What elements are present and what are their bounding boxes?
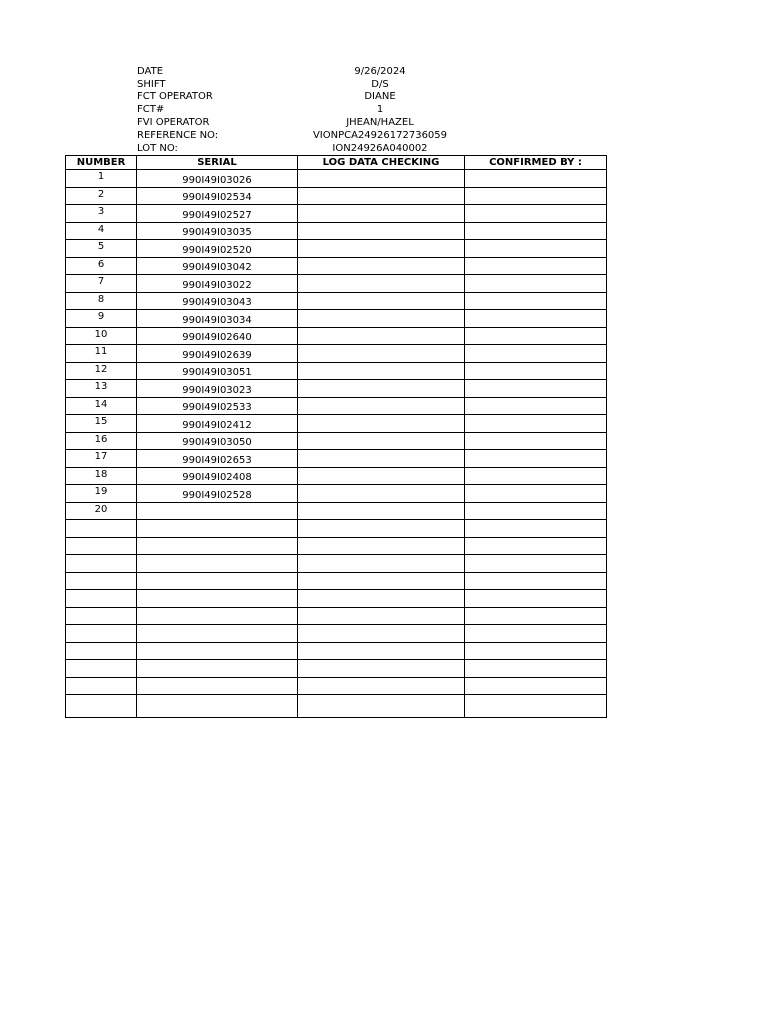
confirmed-by-cell — [465, 625, 607, 643]
number-cell: 3 — [66, 205, 137, 223]
shift-label: SHIFT — [137, 79, 166, 90]
number-cell — [66, 660, 137, 678]
confirmed-by-cell — [465, 397, 607, 415]
confirmed-by-cell — [465, 467, 607, 485]
number-cell: 11 — [66, 345, 137, 363]
fct-number-value: 1 — [376, 104, 384, 115]
number-cell — [66, 642, 137, 660]
number-cell — [66, 677, 137, 695]
number-cell — [66, 520, 137, 538]
number-cell: 9 — [66, 310, 137, 328]
serial-cell — [137, 642, 298, 660]
table-row — [66, 362, 607, 380]
serial-cell — [137, 695, 298, 718]
confirmed-by-cell — [465, 240, 607, 258]
serial-cell: 990I49I02412 — [137, 415, 298, 433]
serial-cell: 990I49I02639 — [137, 345, 298, 363]
table-row — [66, 607, 607, 625]
number-cell: 18 — [66, 467, 137, 485]
serial-cell: 990I49I02527 — [137, 205, 298, 223]
fct-operator-value: DIANE — [364, 91, 396, 102]
table-row — [66, 397, 607, 415]
number-cell: 17 — [66, 450, 137, 468]
log-data-checking-cell — [298, 642, 465, 660]
table-row — [66, 485, 607, 503]
serial-cell — [137, 520, 298, 538]
serial-cell — [137, 590, 298, 608]
number-cell: 15 — [66, 415, 137, 433]
serial-cell: 990I49I03050 — [137, 432, 298, 450]
confirmed-by-cell — [465, 257, 607, 275]
table-row — [66, 502, 607, 520]
number-cell: 1 — [66, 170, 137, 188]
serial-cell — [137, 660, 298, 678]
number-cell: 7 — [66, 275, 137, 293]
log-data-checking-cell — [298, 450, 465, 468]
table-row — [66, 572, 607, 590]
log-data-checking-cell — [298, 607, 465, 625]
confirmed-by-cell — [465, 292, 607, 310]
table-row — [66, 642, 607, 660]
confirmed-by-cell — [465, 380, 607, 398]
fvi-operator-value: JHEAN/HAZEL — [346, 117, 414, 128]
serial-cell: 990I49I03026 — [137, 170, 298, 188]
confirmed-by-cell — [465, 415, 607, 433]
log-data-checking-column-header: LOG DATA CHECKING — [298, 156, 465, 170]
log-data-checking-cell — [298, 257, 465, 275]
serial-cell — [137, 572, 298, 590]
number-cell: 12 — [66, 362, 137, 380]
number-cell — [66, 572, 137, 590]
log-data-checking-cell — [298, 327, 465, 345]
confirmed-by-cell — [465, 362, 607, 380]
table-row — [66, 380, 607, 398]
table-row — [66, 537, 607, 555]
serial-cell: 990I49I03034 — [137, 310, 298, 328]
number-column-header: NUMBER — [66, 156, 137, 170]
table-header-row — [66, 156, 607, 170]
log-data-checking-cell — [298, 520, 465, 538]
log-data-checking-cell — [298, 695, 465, 718]
confirmed-by-cell — [465, 607, 607, 625]
log-data-checking-cell — [298, 555, 465, 573]
table-row — [66, 415, 607, 433]
number-cell: 4 — [66, 222, 137, 240]
serial-cell: 990I49I02653 — [137, 450, 298, 468]
number-cell: 16 — [66, 432, 137, 450]
confirmed-by-column-header: CONFIRMED BY : — [465, 156, 607, 170]
table-row — [66, 187, 607, 205]
log-data-checking-cell — [298, 380, 465, 398]
serial-cell: 990I49I03022 — [137, 275, 298, 293]
table-row — [66, 432, 607, 450]
log-data-checking-cell — [298, 205, 465, 223]
confirmed-by-cell — [465, 695, 607, 718]
table-row — [66, 520, 607, 538]
table-row — [66, 257, 607, 275]
number-cell — [66, 537, 137, 555]
confirmed-by-cell — [465, 590, 607, 608]
number-cell — [66, 625, 137, 643]
log-data-checking-cell — [298, 485, 465, 503]
serial-cell — [137, 555, 298, 573]
fvi-operator-label: FVI OPERATOR — [137, 117, 210, 128]
confirmed-by-cell — [465, 432, 607, 450]
confirmed-by-cell — [465, 275, 607, 293]
number-cell: 13 — [66, 380, 137, 398]
table-row — [66, 327, 607, 345]
log-data-checking-cell — [298, 415, 465, 433]
date-value: 9/26/2024 — [354, 66, 406, 77]
log-data-checking-cell — [298, 187, 465, 205]
confirmed-by-cell — [465, 327, 607, 345]
log-data-checking-cell — [298, 310, 465, 328]
confirmed-by-cell — [465, 660, 607, 678]
log-data-checking-cell — [298, 345, 465, 363]
serial-cell: 990I49I03042 — [137, 257, 298, 275]
serial-cell: 990I49I03051 — [137, 362, 298, 380]
confirmed-by-cell — [465, 642, 607, 660]
log-data-checking-cell — [298, 432, 465, 450]
log-data-checking-cell — [298, 222, 465, 240]
table-row — [66, 695, 607, 718]
number-cell: 19 — [66, 485, 137, 503]
log-data-checking-cell — [298, 502, 465, 520]
number-cell — [66, 607, 137, 625]
table-row — [66, 170, 607, 188]
serial-log-table — [65, 155, 607, 718]
lot-no-value: ION24926A040002 — [332, 143, 428, 154]
serial-cell — [137, 625, 298, 643]
serial-cell: 990I49I03035 — [137, 222, 298, 240]
table-row — [66, 677, 607, 695]
serial-cell — [137, 537, 298, 555]
log-data-checking-cell — [298, 467, 465, 485]
table-row — [66, 590, 607, 608]
table-body — [66, 170, 607, 718]
confirmed-by-cell — [465, 572, 607, 590]
serial-cell: 990I49I03043 — [137, 292, 298, 310]
confirmed-by-cell — [465, 310, 607, 328]
number-cell — [66, 555, 137, 573]
number-cell: 5 — [66, 240, 137, 258]
log-data-checking-cell — [298, 292, 465, 310]
confirmed-by-cell — [465, 345, 607, 363]
serial-cell: 990I49I02528 — [137, 485, 298, 503]
log-data-checking-cell — [298, 275, 465, 293]
table-row — [66, 275, 607, 293]
confirmed-by-cell — [465, 537, 607, 555]
number-cell — [66, 695, 137, 718]
serial-cell — [137, 502, 298, 520]
table-row — [66, 625, 607, 643]
table-row — [66, 555, 607, 573]
table-row — [66, 292, 607, 310]
table-row — [66, 345, 607, 363]
confirmed-by-cell — [465, 450, 607, 468]
confirmed-by-cell — [465, 205, 607, 223]
number-cell: 2 — [66, 187, 137, 205]
log-data-checking-cell — [298, 677, 465, 695]
number-cell: 8 — [66, 292, 137, 310]
table-row — [66, 310, 607, 328]
table-row — [66, 240, 607, 258]
serial-cell: 990I49I03023 — [137, 380, 298, 398]
serial-column-header: SERIAL — [137, 156, 298, 170]
reference-no-value: VIONPCA24926172736059 — [312, 130, 448, 141]
fct-operator-label: FCT OPERATOR — [137, 91, 213, 102]
confirmed-by-cell — [465, 222, 607, 240]
confirmed-by-cell — [465, 485, 607, 503]
serial-cell: 990I49I02534 — [137, 187, 298, 205]
table-row — [66, 222, 607, 240]
serial-cell: 990I49I02520 — [137, 240, 298, 258]
log-data-checking-cell — [298, 625, 465, 643]
serial-cell: 990I49I02640 — [137, 327, 298, 345]
fct-number-label: FCT# — [137, 104, 165, 115]
log-data-checking-cell — [298, 397, 465, 415]
serial-cell: 990I49I02533 — [137, 397, 298, 415]
log-data-checking-cell — [298, 537, 465, 555]
log-data-checking-cell — [298, 240, 465, 258]
serial-cell — [137, 607, 298, 625]
log-data-checking-cell — [298, 170, 465, 188]
number-cell — [66, 590, 137, 608]
lot-no-label: LOT NO: — [137, 143, 178, 154]
number-cell: 20 — [66, 502, 137, 520]
date-label: DATE — [137, 66, 164, 77]
table-row — [66, 450, 607, 468]
serial-cell: 990I49I02408 — [137, 467, 298, 485]
confirmed-by-cell — [465, 187, 607, 205]
confirmed-by-cell — [465, 170, 607, 188]
serial-cell — [137, 677, 298, 695]
table-row — [66, 205, 607, 223]
confirmed-by-cell — [465, 677, 607, 695]
number-cell: 6 — [66, 257, 137, 275]
confirmed-by-cell — [465, 520, 607, 538]
table-row — [66, 467, 607, 485]
confirmed-by-cell — [465, 502, 607, 520]
reference-no-label: REFERENCE NO: — [137, 130, 219, 141]
table-row — [66, 660, 607, 678]
shift-value: D/S — [371, 79, 389, 90]
number-cell: 10 — [66, 327, 137, 345]
log-data-checking-cell — [298, 660, 465, 678]
log-data-checking-cell — [298, 590, 465, 608]
confirmed-by-cell — [465, 555, 607, 573]
log-data-checking-cell — [298, 362, 465, 380]
number-cell: 14 — [66, 397, 137, 415]
log-data-checking-cell — [298, 572, 465, 590]
